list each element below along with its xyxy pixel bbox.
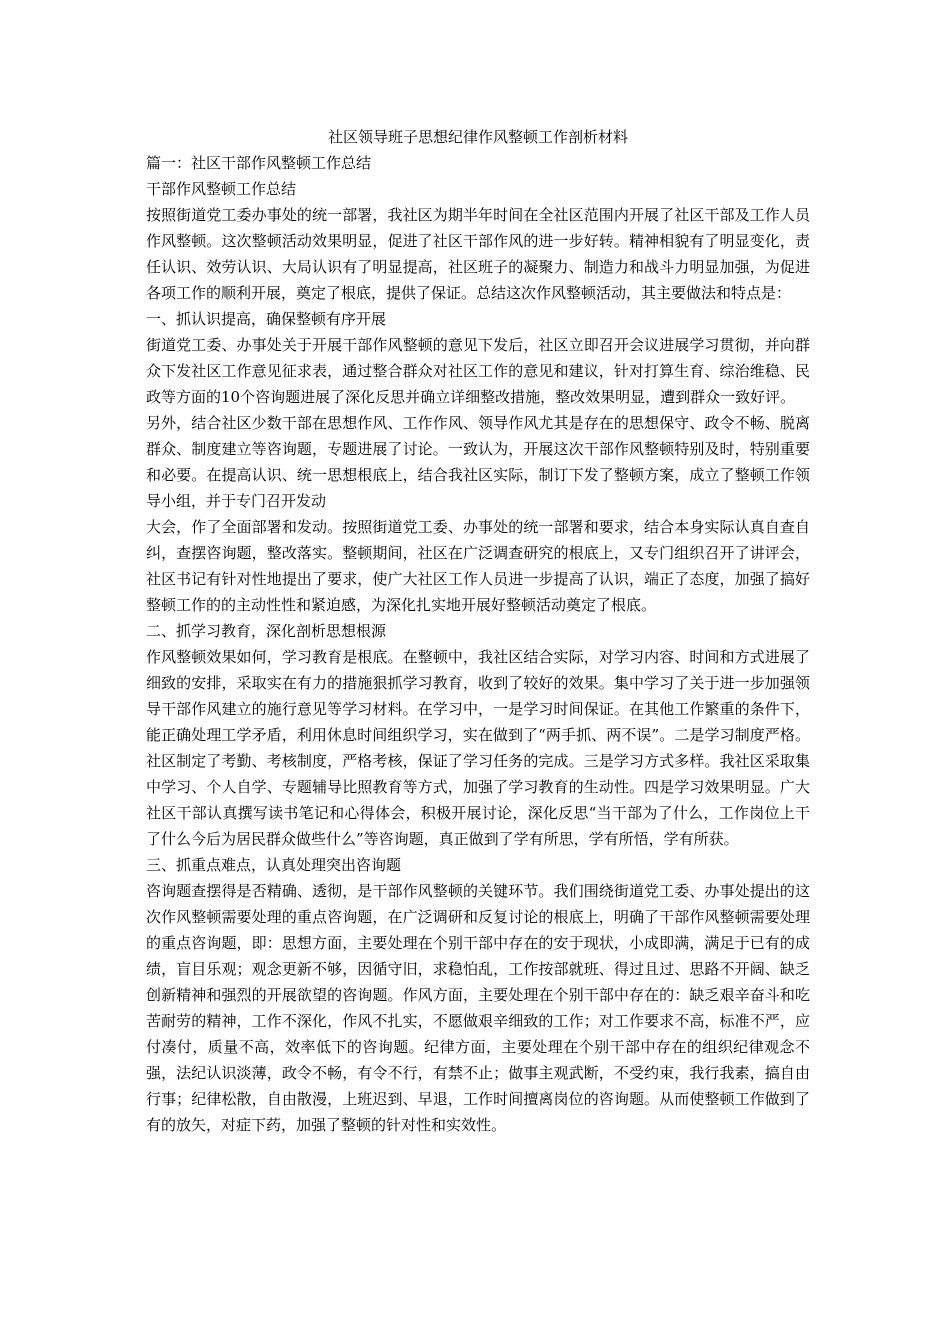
body-paragraph: 按照街道党工委办事处的统一部署，我社区为期半年时间在全社区范围内开展了社区干部及工作人员作风整顿。这次整顿活动效果明显，促进了社区干部作风的进一步好转。精神相貌有了明显变化，责任认识、效劳认识、大局认识有了明显提高，社区班子的凝聚力、制造力和战斗力明显加强，为促进各项工作的顺利开展，奠定了根底，提供了保证。总结这次作风整顿活动，其主要做法和特点是： — [146, 206, 810, 302]
body-paragraph: 作风整顿效果如何，学习教育是根底。在整顿中，我社区结合实际，对学习内容、时间和方式进展了细致的安排，采取实在有力的措施狠抓学习教育，收到了较好的效果。集中学习了关于进一步加强领导干部作风建立的施行意见等学习材料。在学习中，一是学习时间保证。在其他工作繁重的条件下，能正确处理工学矛盾，利用休息时间组织学习，实在做到了“两手抓、两不误”。二是学习制度严格。社区制定了考勤、考核制度，严格考核，保证了学习任务的完成。三是学习方式多样。我社区采取集中学习、个人自学、专题辅导比照教育等方式，加强了学习教育的生动性。四是学习效果明显。广大社区干部认真撰写读书笔记和心得体会，积极开展讨论，深化反思“当干部为了什么，工作岗位上干了什么今后为居民群众做些什么”等咨询题，真正做到了学有所思，学有所悟，学有所获。 — [146, 648, 810, 848]
section-heading: 三、抓重点难点，认真处理突出咨询题 — [146, 856, 402, 874]
section-heading: 二、抓学习教育，深化剖析思想根源 — [146, 622, 387, 640]
body-paragraph: 街道党工委、办事处关于开展干部作风整顿的意见下发后，社区立即召开会议进展学习贯彻，并向群众下发社区工作意见征求表，通过整合群众对社区工作的意见和建议，针对打算生育、综治维稳、民政等方面的10个咨询题进展了深化反思并确立详细整改措施，整改效果明显，遭到群众一致好评。 — [146, 336, 810, 406]
document-body — [146, 150, 810, 1138]
body-paragraph: 大会，作了全面部署和发动。按照街道党工委、办事处的统一部署和要求，结合本身实际认真自查自纠，查摆咨询题，整改落实。整顿期间，社区在广泛调查研究的根底上，又专门组织召开了讲评会，社区书记有针对性地提出了要求，使广大社区工作人员进一步提高了认识，端正了态度，加强了搞好整顿工作的的主动性性和紧迫感，为深化扎实地开展好整顿活动奠定了根底。 — [146, 518, 810, 614]
body-paragraph: 咨询题查摆得是否精确、透彻，是干部作风整顿的关键环节。我们围绕街道党工委、办事处提出的这次作风整顿需要处理的重点咨询题，在广泛调研和反复讨论的根底上，明确了干部作风整顿需要处理的重点咨询题，即：思想方面，主要处理在个别干部中存在的安于现状，小成即满，满足于已有的成绩，盲目乐观；观念更新不够，因循守旧，求稳怕乱，工作按部就班、得过且过、思路不开阔、缺乏创新精神和强烈的开展欲望的咨询题。作风方面，主要处理在个别干部中存在的：缺乏艰辛奋斗和吃苦耐劳的精神，工作不深化，作风不扎实，不愿做艰辛细致的工作；对工作要求不高，标准不严，应付凑付，质量不高，效率低下的咨询题。纪律方面，主要处理在个别干部中存在的组织纪律观念不强，法纪认识淡薄，政令不畅，有令不行，有禁不止；做事主观武断，不受约束，我行我素，搞自由行事；纪律松散，自由散漫，上班迟到、早退，工作时间擅离岗位的咨询题。从而使整顿工作做到了有的放矢，对症下药，加强了整顿的针对性和实效性。 — [146, 882, 810, 1134]
section-heading: 一、抓认识提高，确保整顿有序开展 — [146, 310, 387, 328]
document-page — [146, 124, 810, 1138]
section-heading: 篇一：社区干部作风整顿工作总结 — [146, 154, 372, 172]
section-heading: 干部作风整顿工作总结 — [146, 180, 297, 198]
body-paragraph: 另外，结合社区少数干部在思想作风、工作作风、领导作风尤其是存在的思想保守、政令不畅、脱离群众、制度建立等咨询题，专题进展了讨论。一致认为，开展这次干部作风整顿特别及时，特别重要和必要。在提高认识、统一思想根底上，结合我社区实际，制订下发了整顿方案，成立了整顿工作领导小组，并于专门召开发动 — [146, 414, 810, 510]
document-title: 社区领导班子思想纪律作风整顿工作剖析材料 — [327, 128, 628, 146]
